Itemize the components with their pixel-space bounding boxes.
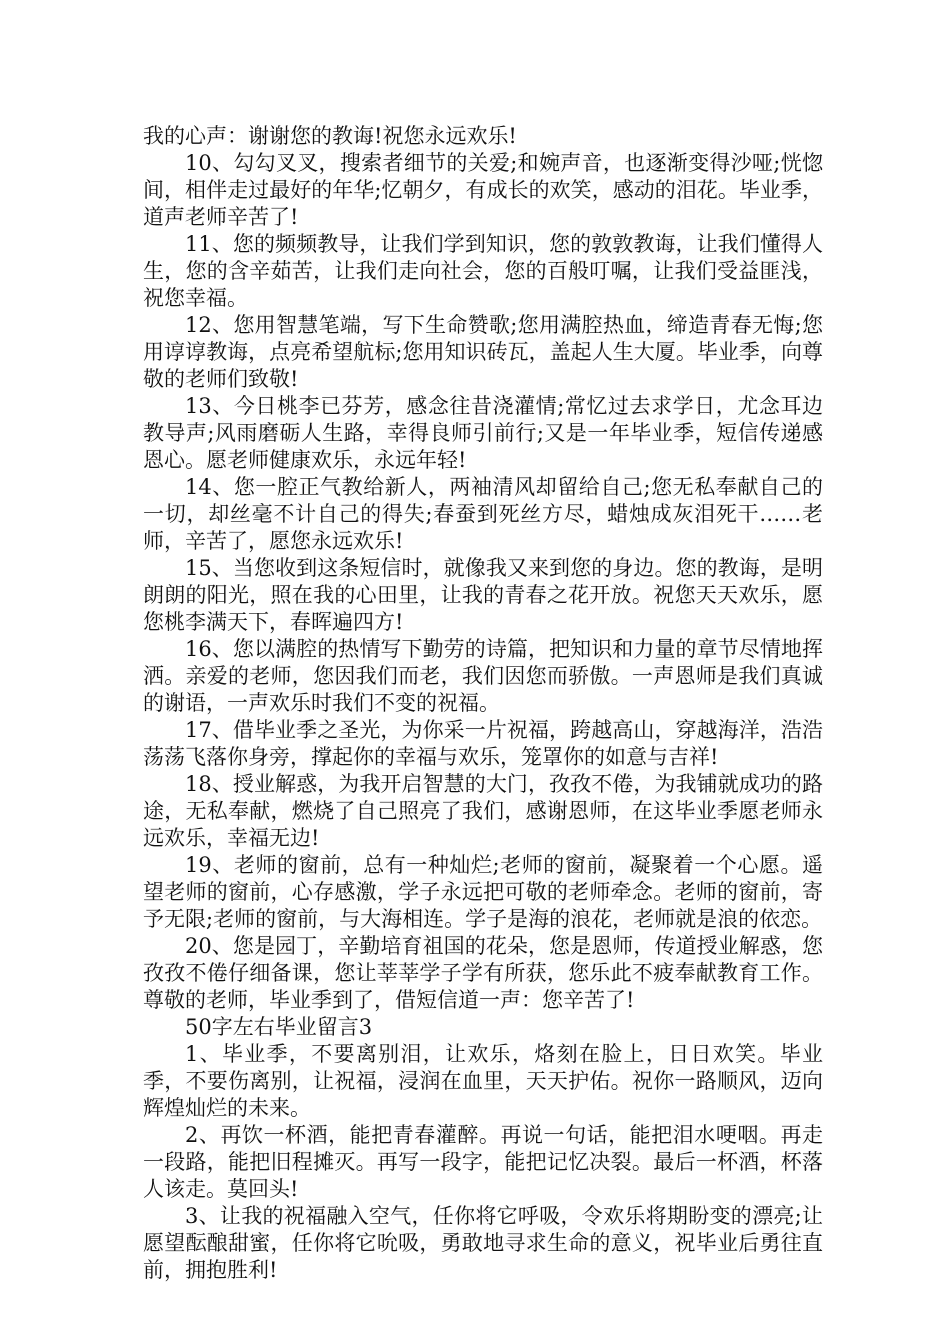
document-page bbox=[143, 123, 823, 1284]
paragraph: 1、毕业季，不要离别泪，让欢乐，烙刻在脸上，日日欢笑。毕业季，不要伤离别，让祝福，浸润在血里，天天护佑。祝你一路顺风，迈向辉煌灿烂的未来。 bbox=[143, 1042, 823, 1120]
paragraph: 3、让我的祝福融入空气，任你将它呼吸，令欢乐将期盼变的漂亮;让愿望酝酿甜蜜，任你将它吮吸，勇敢地寻求生命的意义，祝毕业后勇往直前，拥抱胜利! bbox=[143, 1204, 823, 1282]
paragraph: 15、当您收到这条短信时，就像我又来到您的身边。您的教诲，是明朗朗的阳光，照在我的心田里，让我的青春之花开放。祝您天天欢乐，愿您桃李满天下，春晖遍四方! bbox=[143, 556, 823, 634]
paragraph: 我的心声：谢谢您的教诲!祝您永远欢乐! bbox=[143, 124, 517, 148]
paragraph: 18、授业解惑，为我开启智慧的大门，孜孜不倦，为我铺就成功的路途，无私奉献，燃烧了自己照亮了我们，感谢恩师，在这毕业季愿老师永远欢乐，幸福无边! bbox=[143, 772, 823, 850]
paragraph: 12、您用智慧笔端，写下生命赞歌;您用满腔热血，缔造青春无悔;您用谆谆教诲，点亮希望航标;您用知识砖瓦，盖起人生大厦。毕业季，向尊敬的老师们致敬! bbox=[143, 313, 823, 391]
paragraph: 14、您一腔正气教给新人，两袖清风却留给自己;您无私奉献自己的一切，却丝毫不计自己的得失;春蚕到死丝方尽，蜡烛成灰泪死干……老师，辛苦了，愿您永远欢乐! bbox=[143, 475, 823, 553]
paragraph: 10、勾勾叉叉，搜索者细节的关爱;和婉声音，也逐渐变得沙哑;恍惚间，相伴走过最好的年华;忆朝夕，有成长的欢笑，感动的泪花。毕业季，道声老师辛苦了! bbox=[143, 151, 823, 229]
paragraph: 16、您以满腔的热情写下勤劳的诗篇，把知识和力量的章节尽情地挥洒。亲爱的老师，您因我们而老，我们因您而骄傲。一声恩师是我们真诚的谢语，一声欢乐时我们不变的祝福。 bbox=[143, 637, 823, 715]
paragraph: 2、再饮一杯酒，能把青春灌醉。再说一句话，能把泪水哽咽。再走一段路，能把旧程摊灭。再写一段字，能把记忆决裂。最后一杯酒，杯落人该走。莫回头! bbox=[143, 1123, 823, 1201]
paragraph: 17、借毕业季之圣光，为你采一片祝福，跨越高山，穿越海洋，浩浩荡荡飞落你身旁，撑起你的幸福与欢乐，笼罩你的如意与吉祥! bbox=[143, 718, 823, 769]
paragraph: 19、老师的窗前，总有一种灿烂;老师的窗前，凝聚着一个心愿。遥望老师的窗前，心存感激，学子永远把可敬的老师牵念。老师的窗前，寄予无限;老师的窗前，与大海相连。学子是海的浪花，老师就是浪的依恋。 bbox=[143, 853, 823, 931]
section-heading: 50字左右毕业留言3 bbox=[185, 1015, 373, 1039]
paragraph: 13、今日桃李已芬芳，感念往昔浇灌情;常忆过去求学日，尤念耳边教导声;风雨磨砺人生路，幸得良师引前行;又是一年毕业季，短信传递感恩心。愿老师健康欢乐，永远年轻! bbox=[143, 394, 823, 472]
paragraph: 20、您是园丁，辛勤培育祖国的花朵，您是恩师，传道授业解惑，您孜孜不倦仔细备课，您让莘莘学子学有所获，您乐此不疲奉献教育工作。尊敬的老师，毕业季到了，借短信道一声：您辛苦了! bbox=[143, 934, 823, 1012]
paragraph: 11、您的频频教导，让我们学到知识，您的敦敦教诲，让我们懂得人生，您的含辛茹苦，让我们走向社会，您的百般叮嘱，让我们受益匪浅，祝您幸福。 bbox=[143, 232, 823, 310]
